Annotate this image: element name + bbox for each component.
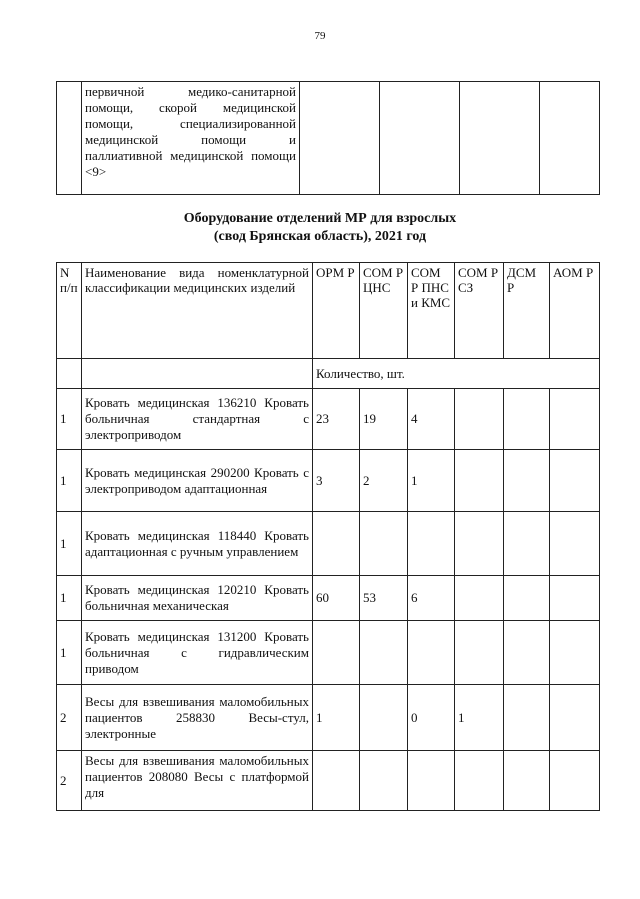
name-cell: первичной медико-санитарной помощи, скорой медицинской помощи, специализированной медицинской помощи и паллиативной медицинской помощи <9>	[82, 82, 300, 195]
row-som-sz	[455, 512, 504, 576]
row-num: 2	[57, 751, 82, 811]
table-row	[57, 576, 600, 621]
row-name: Кровать медицинская 136210 Кровать больничная стандартная с электроприводом	[82, 389, 313, 450]
row-orm	[313, 621, 360, 685]
table-row	[57, 751, 600, 811]
row-som-sz: 1	[455, 685, 504, 751]
row-som-cns: 19	[360, 389, 408, 450]
row-orm: 1	[313, 685, 360, 751]
empty-cell	[380, 82, 460, 195]
row-som-sz	[455, 621, 504, 685]
empty-cell	[540, 82, 600, 195]
header-som-sz: СОМ Р СЗ	[455, 263, 504, 359]
row-dsm	[504, 621, 550, 685]
row-name: Кровать медицинская 131200 Кровать больничная с гидравлическим приводом	[82, 621, 313, 685]
row-orm	[313, 751, 360, 811]
row-som-pns	[408, 621, 455, 685]
row-dsm	[504, 751, 550, 811]
row-aom	[550, 685, 600, 751]
row-som-pns: 0	[408, 685, 455, 751]
row-name: Кровать медицинская 290200 Кровать с электроприводом адаптационная	[82, 450, 313, 512]
row-orm: 23	[313, 389, 360, 450]
row-dsm	[504, 389, 550, 450]
title-line-1: Оборудование отделений МР для взрослых	[183, 211, 457, 226]
header-row	[57, 263, 600, 359]
row-som-sz	[455, 450, 504, 512]
row-dsm	[504, 576, 550, 621]
header-num: N п/п	[57, 263, 82, 359]
page-number: 79	[314, 30, 326, 42]
header-som-cns: СОМ Р ЦНС	[360, 263, 408, 359]
row-som-pns: 6	[408, 576, 455, 621]
num-cell	[57, 82, 82, 195]
row-som-pns	[408, 751, 455, 811]
row-aom	[550, 751, 600, 811]
row-aom	[550, 389, 600, 450]
row-orm	[313, 512, 360, 576]
empty-cell	[460, 82, 540, 195]
row-aom	[550, 450, 600, 512]
row-som-cns	[360, 621, 408, 685]
table-row	[57, 621, 600, 685]
empty-cell	[57, 359, 82, 389]
row-aom	[550, 576, 600, 621]
row-som-cns: 53	[360, 576, 408, 621]
row-num: 1	[57, 389, 82, 450]
header-dsm: ДСМ Р	[504, 263, 550, 359]
title-line-2: (свод Брянская область), 2021 год	[213, 229, 427, 244]
header-orm: ОРМ Р	[313, 263, 360, 359]
row-name: Кровать медицинская 120210 Кровать больничная механическая	[82, 576, 313, 621]
empty-cell	[82, 359, 313, 389]
row-som-cns	[360, 512, 408, 576]
row-som-sz	[455, 751, 504, 811]
row-som-cns: 2	[360, 450, 408, 512]
table-row	[57, 450, 600, 512]
section-title	[0, 210, 640, 246]
row-name: Кровать медицинская 118440 Кровать адаптационная с ручным управлением	[82, 512, 313, 576]
row-aom	[550, 621, 600, 685]
row-dsm	[504, 450, 550, 512]
row-som-sz	[455, 389, 504, 450]
table-row	[57, 389, 600, 450]
quantity-label: Количество, шт.	[313, 359, 600, 389]
row-dsm	[504, 512, 550, 576]
row-som-pns: 4	[408, 389, 455, 450]
row-orm: 60	[313, 576, 360, 621]
equipment-table	[56, 262, 600, 811]
table-row	[57, 82, 600, 195]
row-som-sz	[455, 576, 504, 621]
row-num: 1	[57, 450, 82, 512]
row-aom	[550, 512, 600, 576]
table-row	[57, 685, 600, 751]
quantity-row	[57, 359, 600, 389]
previous-table-fragment	[56, 81, 600, 195]
table-row	[57, 512, 600, 576]
row-som-cns	[360, 751, 408, 811]
row-som-cns	[360, 685, 408, 751]
row-orm: 3	[313, 450, 360, 512]
row-num: 1	[57, 512, 82, 576]
row-num: 2	[57, 685, 82, 751]
header-aom: АОМ Р	[550, 263, 600, 359]
header-som-pns: СОМ Р ПНС и КМС	[408, 263, 455, 359]
row-num: 1	[57, 576, 82, 621]
row-som-pns: 1	[408, 450, 455, 512]
row-name: Весы для взвешивания маломобильных пациентов 208080 Весы с платформой для	[82, 751, 313, 811]
row-name: Весы для взвешивания маломобильных пациентов 258830 Весы-стул, электронные	[82, 685, 313, 751]
row-dsm	[504, 685, 550, 751]
row-som-pns	[408, 512, 455, 576]
row-num: 1	[57, 621, 82, 685]
empty-cell	[300, 82, 380, 195]
header-name: Наименование вида номенклатурной классификации медицинских изделий	[82, 263, 313, 359]
